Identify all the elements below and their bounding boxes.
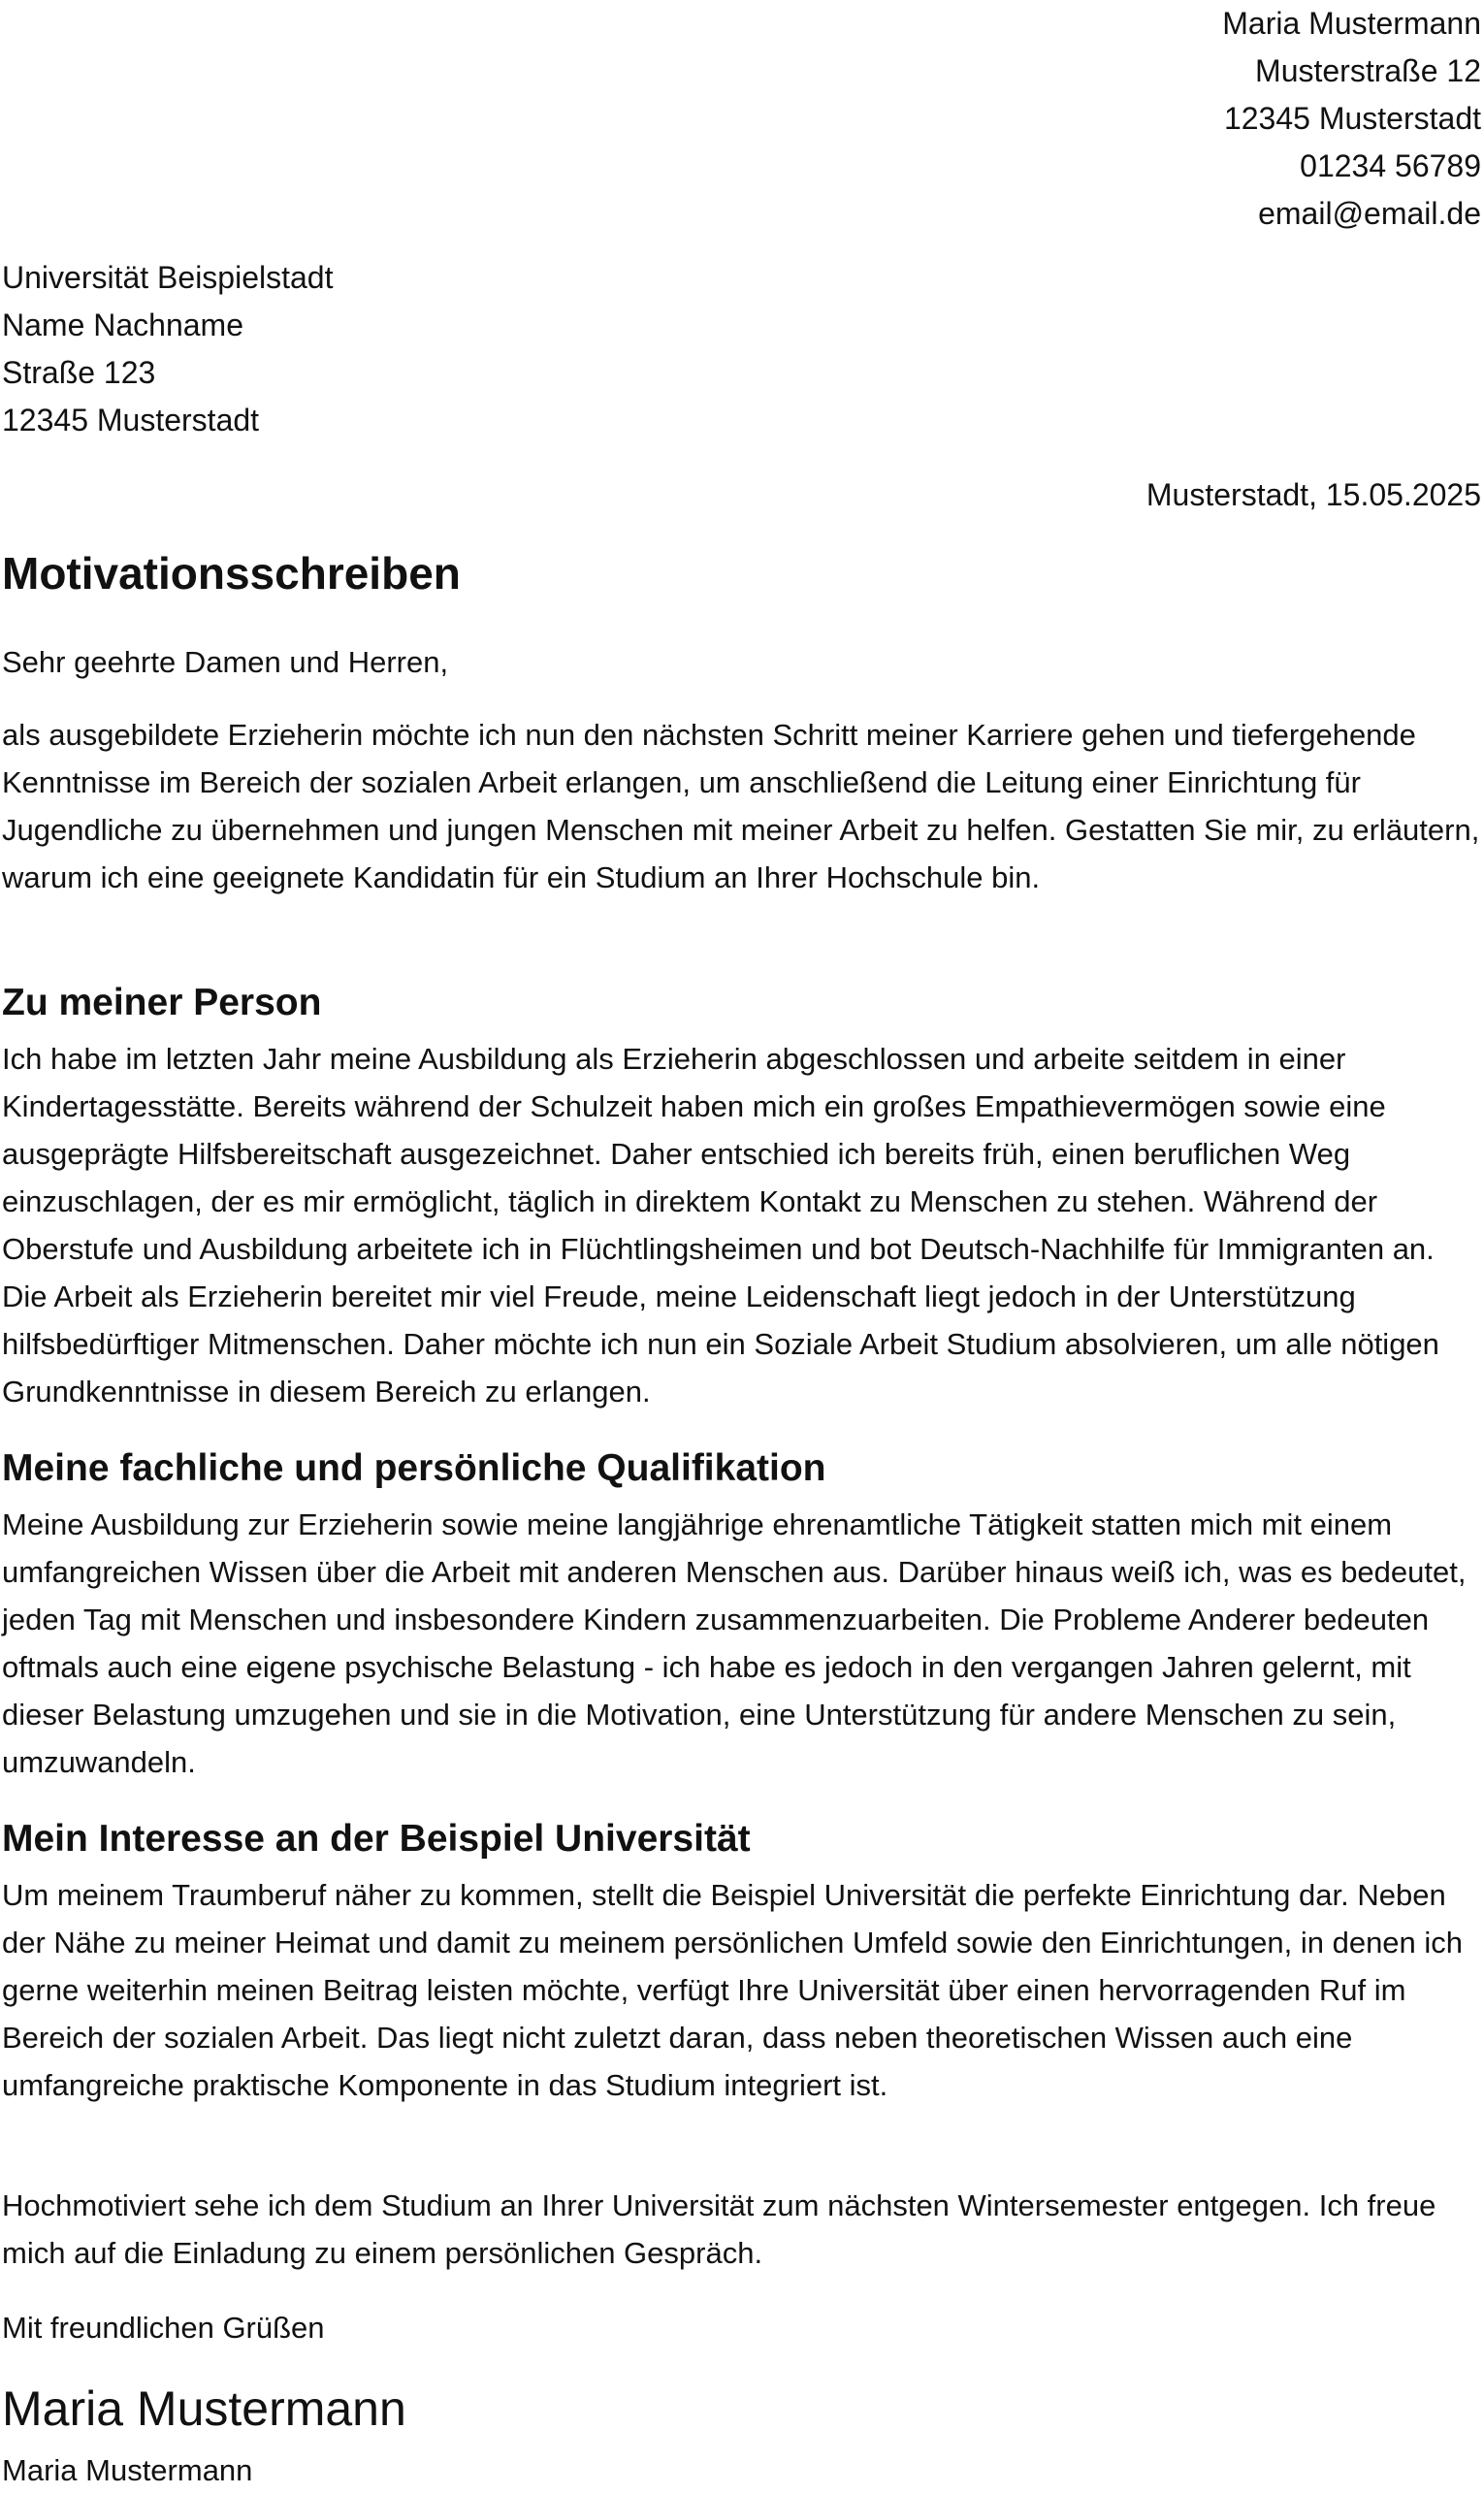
sender-phone: 01234 56789 xyxy=(1300,148,1481,183)
greeting: Mit freundlichen Grüßen xyxy=(2,2311,325,2345)
section-heading-person: Zu meiner Person xyxy=(2,982,322,1023)
sender-email: email@email.de xyxy=(1258,196,1481,231)
recipient-contact: Name Nachname xyxy=(2,308,243,342)
section-heading-qualification: Meine fachliche und persönliche Qualifikation xyxy=(2,1447,826,1489)
section-text-person: Ich habe im letzten Jahr meine Ausbildung als Erzieherin abgeschlossen und arbeite seitdem in einer Kindertagesstätte. Bereits während der Schulzeit haben mich ein großes Empathievermögen sowie eine ausgeprägte Hilfsbereitschaft ausgezeichnet. Daher entschied ich bereits früh, einen beruflichen Weg einzuschlagen, der es mir ermöglicht, täglich in direktem Kontakt zu Menschen zu stehen. Während der Oberstufe und Ausbildung arbeitete ich in Flüchtlingsheimen und bot Deutsch-Nachhilfe für Immigranten an. Die Arbeit als Erzieherin bereitet mir viel Freude, meine Leidenschaft liegt jedoch in der Unterstützung hilfsbedürftiger Mitmenschen. Daher möchte ich nun ein Soziale Arbeit Studium absolvieren, um alle nötigen Grundkenntnisse in diesem Bereich zu erlangen. xyxy=(2,1042,1439,1409)
recipient-institution: Universität Beispielstadt xyxy=(2,260,334,295)
closing-paragraph: Hochmotiviert sehe ich dem Studium an Ihrer Universität zum nächsten Wintersemester entgegen. Ich freue mich auf die Einladung zu einem persönlichen Gespräch. xyxy=(2,2188,1436,2270)
page-title: Motivationsschreiben xyxy=(2,548,461,599)
sender-name: Maria Mustermann xyxy=(1222,6,1481,41)
signature-name: Maria Mustermann xyxy=(2,2453,253,2487)
recipient-address xyxy=(2,254,333,444)
section-text-interest: Um meinem Traumberuf näher zu kommen, stellt die Beispiel Universität die perfekte Einrichtung dar. Neben der Nähe zu meiner Heimat und damit zu meinem persönlichen Umfeld sowie den Einrichtungen, in denen ich gerne weiterhin meinen Beitrag leisten möchte, verfügt Ihre Universität über einen hervorragenden Ruf im Bereich der sozialen Arbeit. Das liegt nicht zuletzt daran, dass neben theoretischen Wissen auch eine umfangreiche praktische Komponente in das Studium integriert ist. xyxy=(2,1878,1464,2102)
recipient-city: 12345 Musterstadt xyxy=(2,403,260,437)
salutation: Sehr geehrte Damen und Herren, xyxy=(2,645,449,679)
date-line: Musterstadt, 15.05.2025 xyxy=(1145,477,1481,512)
sender-city: 12345 Musterstadt xyxy=(1223,101,1481,136)
intro-paragraph: als ausgebildete Erzieherin möchte ich nun den nächsten Schritt meiner Karriere gehen und tiefergehende Kenntnisse im Bereich der sozialen Arbeit erlangen, um anschließend die Leitung einer Einrichtung für Jugendliche zu übernehmen und jungen Menschen mit meiner Arbeit zu helfen. Gestatten Sie mir, zu erläutern, warum ich eine geeignete Kandidatin für ein Studium an Ihrer Hochschule bin. xyxy=(2,718,1480,894)
sender-address xyxy=(1222,0,1481,238)
signature: Maria Mustermann xyxy=(2,2381,406,2436)
section-text-qualification: Meine Ausbildung zur Erzieherin sowie meine langjährige ehrenamtliche Tätigkeit statten mich mit einem umfangreichen Wissen über die Arbeit mit anderen Menschen aus. Darüber hinaus weiß ich, was es bedeutet, jeden Tag mit Menschen und insbesondere Kindern zusammenzuarbeiten. Die Probleme Anderer bedeuten oftmals auch eine eigene psychische Belastung - ich habe es jedoch in den vergangen Jahren gelernt, mit dieser Belastung umzugehen und sie in die Motivation, eine Unterstützung für andere Menschen zu sein, umzuwandeln. xyxy=(2,1507,1467,1779)
recipient-street: Straße 123 xyxy=(2,355,156,390)
sender-street: Musterstraße 12 xyxy=(1255,53,1481,88)
section-heading-interest: Mein Interesse an der Beispiel Universität xyxy=(2,1818,751,1860)
